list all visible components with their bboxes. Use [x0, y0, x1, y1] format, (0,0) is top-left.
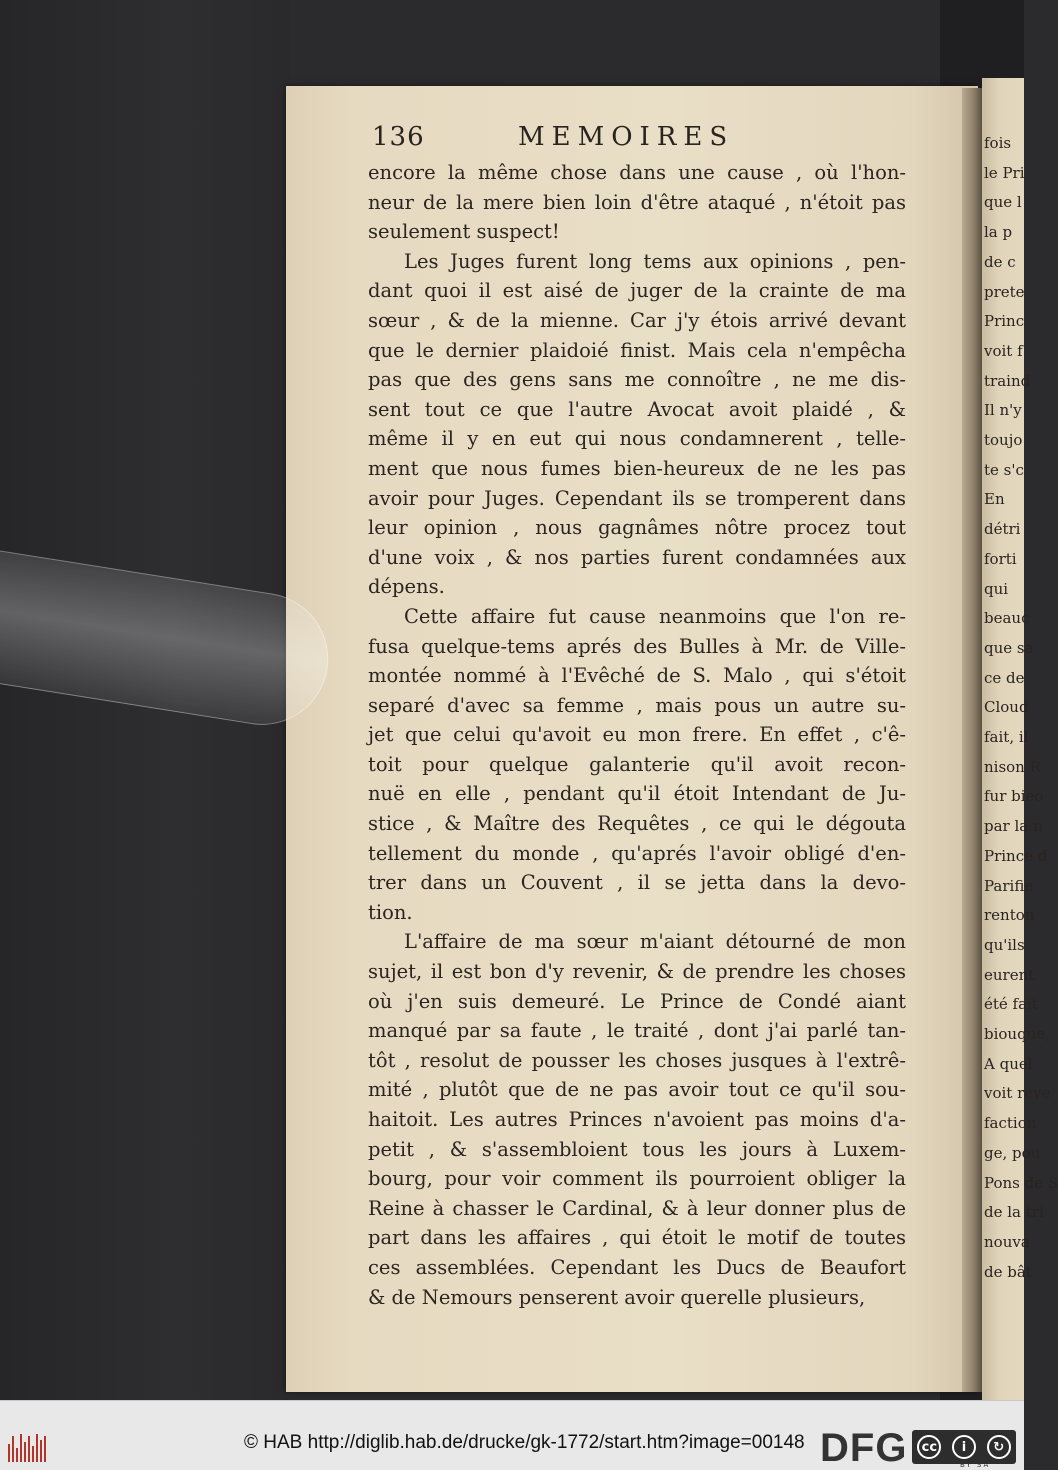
next-page-fragment: qu'ils [984, 935, 1025, 954]
cc-icon: cc [917, 1435, 941, 1459]
next-page-fragment: ge, pou [984, 1143, 1041, 1162]
text-line: seulement suspect! [368, 220, 560, 244]
cc-license-badge[interactable] [912, 1430, 1016, 1464]
text-line: bourg, pour voir comment ils pourroient obliger la [368, 1167, 906, 1191]
next-page-fragment: voit reve [984, 1084, 1051, 1103]
next-page-fragment: de la tri [984, 1203, 1044, 1222]
text-line: manqué par sa faute , le traité , dont j'ai parlé tan- [368, 1019, 906, 1043]
text-line: pas que des gens sans me connoître , ne me dis- [368, 368, 906, 392]
next-page-fragment: nouva [984, 1232, 1030, 1251]
next-page-fragment: ce de [984, 668, 1025, 687]
text-line: encore la même chose dans une cause , où l'hon- [368, 161, 906, 184]
license-caption: BY SA [960, 1461, 991, 1469]
next-page-fragment: toujo [984, 431, 1023, 449]
text-line: que le dernier plaidoié finist. Mais cela n'empêcha [368, 338, 906, 362]
next-page-fragment: En [984, 490, 1005, 509]
next-page-fragment: Parifie [984, 876, 1034, 895]
dfg-logo: DFG [820, 1426, 908, 1470]
next-page-fragment: la p [984, 223, 1013, 242]
next-page-fragment: biouque, [984, 1025, 1050, 1043]
text-line: haitoit. Les autres Princes n'avoient pas moins d'a- [368, 1108, 906, 1131]
next-page-fragment: nison R [984, 757, 1041, 776]
page-number: 136 [372, 122, 425, 152]
hab-logo-icon [8, 1432, 46, 1462]
text-line: Cette affaire fut cause neanmoins que l'on re- [404, 604, 906, 628]
next-page-fragment: voit f [984, 341, 1023, 360]
next-page-fragment: Princ [984, 312, 1025, 331]
sa-icon: ↻ [987, 1435, 1011, 1459]
next-page-fragment: le Pri [984, 163, 1025, 182]
next-page-fragment: forti [984, 549, 1017, 568]
text-line: neur de la mere bien loin d'être ataqué , n'étoit pas [368, 190, 906, 214]
next-page-fragment: Pons de S [984, 1173, 1058, 1192]
next-page-fragment: A quel [984, 1054, 1033, 1073]
text-line: sent tout ce que l'autre Avocat avoit plaidé , & [368, 397, 906, 421]
next-page-fragment: fois [984, 134, 1012, 152]
book-gutter [962, 88, 982, 1392]
next-page-fragment: par la n [984, 817, 1043, 836]
text-line: tôt , resolut de pousser les choses jusques à l'extrê- [368, 1048, 906, 1072]
text-line: leur opinion , nous gagnâmes nôtre procez tout [368, 516, 906, 540]
text-line: part dans les affaires , qui étoit le motif de toutes [368, 1226, 906, 1250]
next-page-fragment: Cloud [984, 698, 1029, 717]
text-line: trer dans un Couvent , il se jetta dans la devo- [368, 871, 906, 895]
next-page-fragment: été fait [984, 995, 1038, 1014]
next-page-fragment: renton [984, 906, 1035, 925]
text-line: nuë en elle , pendant qu'il étoit Intendant de Ju- [368, 782, 906, 806]
text-line: dant quoi il est aisé de juger de la crainte de ma [368, 279, 906, 303]
next-page-fragment: faction [984, 1114, 1037, 1133]
text-line: ment que nous fumes bien-heureux de ne les pas [368, 456, 906, 480]
text-line: tellement du monde , qu'aprés l'avoir obligé d'en- [368, 841, 906, 865]
next-page-fragment: fur bieo [984, 787, 1044, 806]
page-header [372, 122, 892, 160]
next-page-edge [982, 78, 1058, 1400]
next-page-fragment: te s'c [984, 460, 1024, 479]
text-line: Reine à chasser le Cardinal, & à leur donner plus de [368, 1196, 906, 1220]
text-line: petit , & s'assembloient tous les jours à Luxem- [368, 1137, 906, 1161]
text-line: Les Juges furent long tems aux opinions , pen- [404, 249, 906, 273]
text-line: sœur , & de la mienne. Car j'y étois arrivé devant [368, 308, 906, 332]
text-line: separé d'avec sa femme , mais pous un autre su- [368, 693, 906, 717]
copyright-link[interactable]: © HAB http://diglib.hab.de/drucke/gk-1772/start.htm?image=00148 [244, 1432, 805, 1453]
text-line: L'affaire de ma sœur m'aiant détourné de mon [404, 930, 906, 954]
next-page-fragment: fait, il [984, 728, 1029, 746]
body-text [368, 158, 906, 1312]
text-line: mité , plutôt que de ne pas avoir tout ce qu'il sou- [368, 1078, 906, 1102]
next-page-fragment: qui [984, 579, 1009, 598]
text-line: dépens. [368, 575, 445, 599]
text-line: tion. [368, 900, 413, 924]
text-line: toit pour quelque galanterie qu'il avoit recon- [368, 752, 906, 776]
next-page-fragment: Il n'y [984, 401, 1022, 420]
text-line: où j'en suis demeuré. Le Prince de Condé aiant [368, 989, 906, 1013]
text-line: ces assemblées. Cependant les Ducs de Beaufort [368, 1255, 906, 1279]
next-page-fragment: beauc [984, 609, 1030, 628]
next-page-fragment: traind [984, 371, 1031, 390]
text-line: fusa quelque-tems aprés des Bulles à Mr. de Ville- [368, 634, 906, 658]
next-page-fragment: que sa [984, 638, 1034, 657]
next-page-fragment: de bât [984, 1262, 1032, 1281]
text-line: d'une voix , & nos parties furent condamnées aux [368, 545, 906, 569]
text-line: & de Nemours penserent avoir querelle plusieurs, [368, 1285, 866, 1309]
next-page-fragment: que l [984, 193, 1022, 212]
text-line: jet que celui qu'avoit eu mon frere. En effet , c'ê- [368, 723, 906, 747]
next-page-fragment: prete [984, 282, 1025, 301]
by-icon: i [952, 1435, 976, 1459]
next-page-fragment: Prince d [984, 846, 1048, 865]
text-line: même il y en eut qui nous condamnerent , telle- [368, 427, 906, 451]
text-line: avoir pour Juges. Cependant ils se tromperent dans [368, 486, 906, 510]
text-line: stice , & Maître des Requêtes , ce qui le dégouta [368, 812, 906, 836]
text-line: sujet, il est bon d'y revenir, & de prendre les choses [368, 960, 906, 984]
next-page-fragment: de c [984, 252, 1016, 271]
running-head: MEMOIRES [518, 122, 735, 152]
text-line: montée nommé à l'Evêché de S. Malo , qui s'étoit [368, 664, 906, 688]
next-page-fragment: eurent [984, 965, 1035, 984]
next-page-fragment: détri [984, 520, 1021, 539]
